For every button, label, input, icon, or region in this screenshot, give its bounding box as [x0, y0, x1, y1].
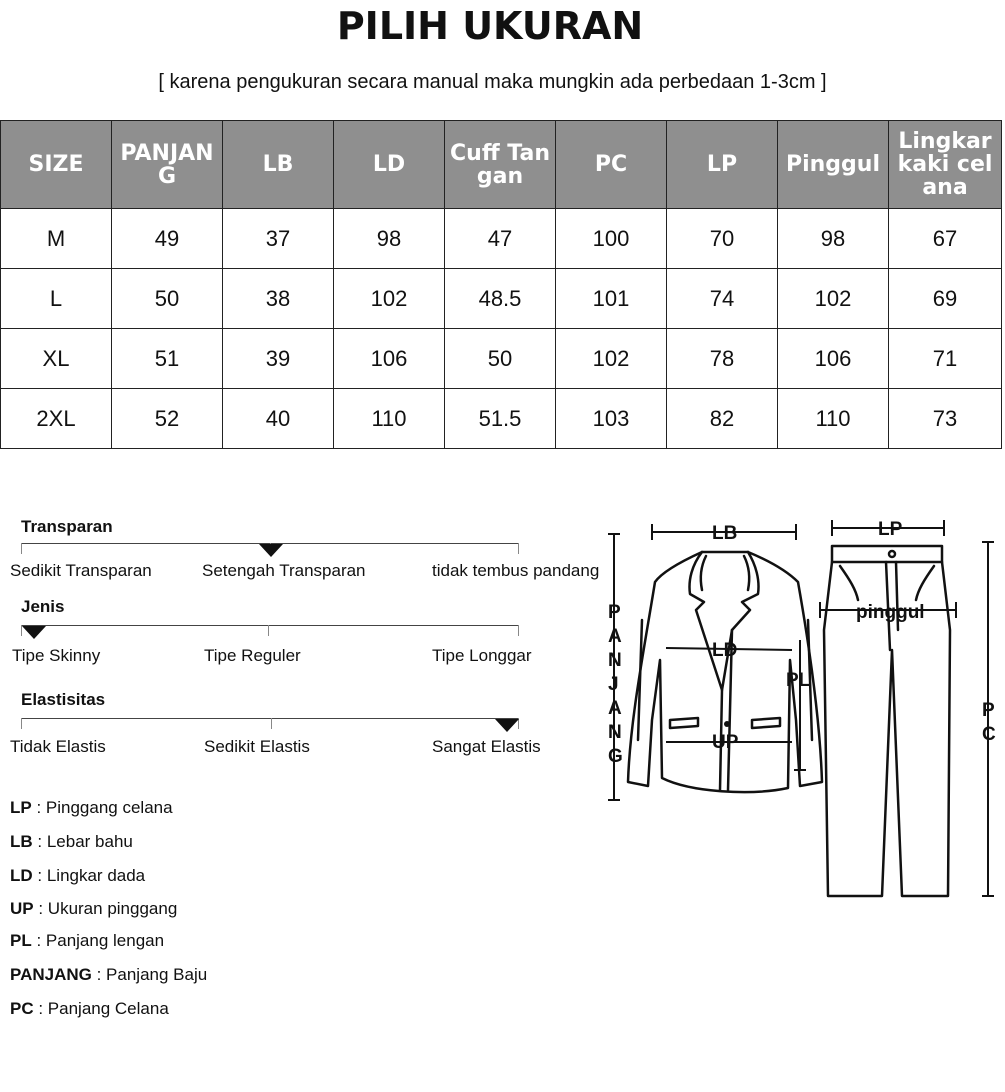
jenis-label: Tipe Reguler — [204, 646, 301, 665]
pc-letter: C — [982, 724, 996, 745]
measurement-cell: 98 — [778, 209, 889, 269]
legend-item — [10, 899, 177, 919]
legend-abbr: PANJANG — [10, 965, 92, 984]
table-row — [1, 389, 1002, 449]
header-size: SIZE — [1, 121, 112, 209]
measurement-cell: 52 — [112, 389, 223, 449]
header-lp: LP — [667, 121, 778, 209]
jenis-tick — [518, 625, 519, 636]
transparan-label: tidak tembus pandang — [432, 561, 600, 580]
table-row — [1, 269, 1002, 329]
measurement-cell: 38 — [223, 269, 334, 329]
measurement-cell: 69 — [889, 269, 1002, 329]
legend-abbr: UP — [10, 899, 34, 918]
measurement-cell: 100 — [556, 209, 667, 269]
size-cell: XL — [1, 329, 112, 389]
measurement-cell: 78 — [667, 329, 778, 389]
measurement-cell: 73 — [889, 389, 1002, 449]
measurement-lines — [608, 520, 994, 896]
measurement-cell: 103 — [556, 389, 667, 449]
elastisitas-tick — [271, 718, 272, 729]
measurement-cell: 106 — [334, 329, 445, 389]
label-panjang-vertical — [608, 602, 623, 767]
panjang-letter: N — [608, 722, 622, 743]
panjang-letter: A — [608, 626, 622, 647]
jenis-label-selected: Tipe Skinny — [12, 646, 101, 665]
measurement-cell: 51 — [112, 329, 223, 389]
panjang-letter: N — [608, 650, 622, 671]
measurement-cell: 98 — [334, 209, 445, 269]
size-cell: M — [1, 209, 112, 269]
size-cell: 2XL — [1, 389, 112, 449]
measurement-cell: 49 — [112, 209, 223, 269]
transparan-tick — [21, 543, 22, 554]
size-cell: L — [1, 269, 112, 329]
measurement-cell: 39 — [223, 329, 334, 389]
measurement-cell: 50 — [445, 329, 556, 389]
measurement-cell: 102 — [778, 269, 889, 329]
measurement-cell: 47 — [445, 209, 556, 269]
legend-item — [10, 999, 169, 1019]
elastisitas-label: Tidak Elastis — [10, 737, 106, 756]
table-row — [1, 329, 1002, 389]
elastisitas-line — [21, 718, 519, 719]
measurement-cell: 50 — [112, 269, 223, 329]
legend-desc: : Panjang Celana — [33, 999, 169, 1018]
panjang-letter: P — [608, 602, 621, 623]
elastisitas-label-selected: Sangat Elastis — [432, 737, 541, 756]
label-ld: LD — [712, 640, 738, 661]
transparan-tick — [518, 543, 519, 554]
transparan-marker-icon — [259, 544, 283, 557]
legend-desc: : Panjang Baju — [91, 965, 208, 984]
measurement-cell: 82 — [667, 389, 778, 449]
jenis-tick — [268, 625, 269, 636]
measurement-cell: 110 — [778, 389, 889, 449]
label-lp: LP — [878, 519, 903, 540]
page-title: PILIH UKURAN — [336, 4, 644, 48]
legend-abbr: LP — [10, 798, 32, 817]
jacket-button-icon — [724, 721, 730, 727]
header-lb: LB — [223, 121, 334, 209]
legend-item — [10, 866, 145, 886]
table-header-row — [1, 121, 1002, 209]
measurement-cell: 101 — [556, 269, 667, 329]
measurement-cell: 74 — [667, 269, 778, 329]
panjang-letter: A — [608, 698, 622, 719]
legend-abbr: LB — [10, 832, 33, 851]
measurement-cell: 102 — [334, 269, 445, 329]
measurement-cell: 67 — [889, 209, 1002, 269]
legend-desc: : Pinggang celana — [31, 798, 173, 817]
size-chart-table — [0, 120, 1002, 449]
jenis-title: Jenis — [21, 597, 65, 616]
measurement-cell: 51.5 — [445, 389, 556, 449]
label-pl: PL — [786, 670, 811, 691]
legend-desc: : Ukuran pinggang — [33, 899, 178, 918]
legend-desc: : Lingkar dada — [32, 866, 146, 885]
header-lingkar-kaki: Lingkar kaki celana — [889, 121, 1002, 209]
transparan-title: Transparan — [21, 517, 113, 536]
table-row — [1, 209, 1002, 269]
panjang-letter: J — [608, 674, 619, 695]
legend-desc: : Panjang lengan — [31, 931, 165, 950]
legend-item — [10, 798, 173, 818]
elastisitas-tick — [21, 718, 22, 729]
transparan-label: Sedikit Transparan — [10, 561, 152, 580]
label-pinggul: pinggul — [856, 602, 925, 623]
measurement-cell: 102 — [556, 329, 667, 389]
measurement-cell: 40 — [223, 389, 334, 449]
transparan-label-selected: Setengah Transparan — [202, 561, 366, 580]
legend-item — [10, 832, 133, 852]
jenis-label: Tipe Longgar — [432, 646, 532, 665]
legend-item — [10, 965, 207, 985]
measurement-cell: 70 — [667, 209, 778, 269]
header-cuff-tangan: Cuff Tangan — [445, 121, 556, 209]
header-ld: LD — [334, 121, 445, 209]
header-pc: PC — [556, 121, 667, 209]
measurement-cell: 71 — [889, 329, 1002, 389]
measurement-cell: 48.5 — [445, 269, 556, 329]
panjang-letter: G — [608, 746, 623, 767]
jenis-marker-icon — [22, 626, 46, 639]
legend-desc: : Lebar bahu — [32, 832, 133, 851]
measurement-cell: 106 — [778, 329, 889, 389]
pc-letter: P — [982, 700, 995, 721]
measurement-cell: 37 — [223, 209, 334, 269]
legend-abbr: PC — [10, 999, 34, 1018]
jenis-line — [21, 625, 519, 626]
label-up: UP — [712, 732, 739, 753]
legend-abbr: PL — [10, 931, 32, 950]
elastisitas-label: Sedikit Elastis — [204, 737, 310, 756]
legend-abbr: LD — [10, 866, 33, 885]
measurement-note: [ karena pengukuran secara manual maka mungkin ada perbedaan 1-3cm ] — [158, 71, 827, 93]
header-pinggul: Pinggul — [778, 121, 889, 209]
elastisitas-title: Elastisitas — [21, 690, 106, 709]
measurement-cell: 110 — [334, 389, 445, 449]
elastisitas-marker-icon — [495, 719, 519, 732]
header-panjang: PANJANG — [112, 121, 223, 209]
legend-item — [10, 931, 164, 951]
garment-diagram — [600, 510, 1005, 910]
jacket-lapel — [701, 556, 749, 590]
label-lb: LB — [712, 523, 738, 544]
